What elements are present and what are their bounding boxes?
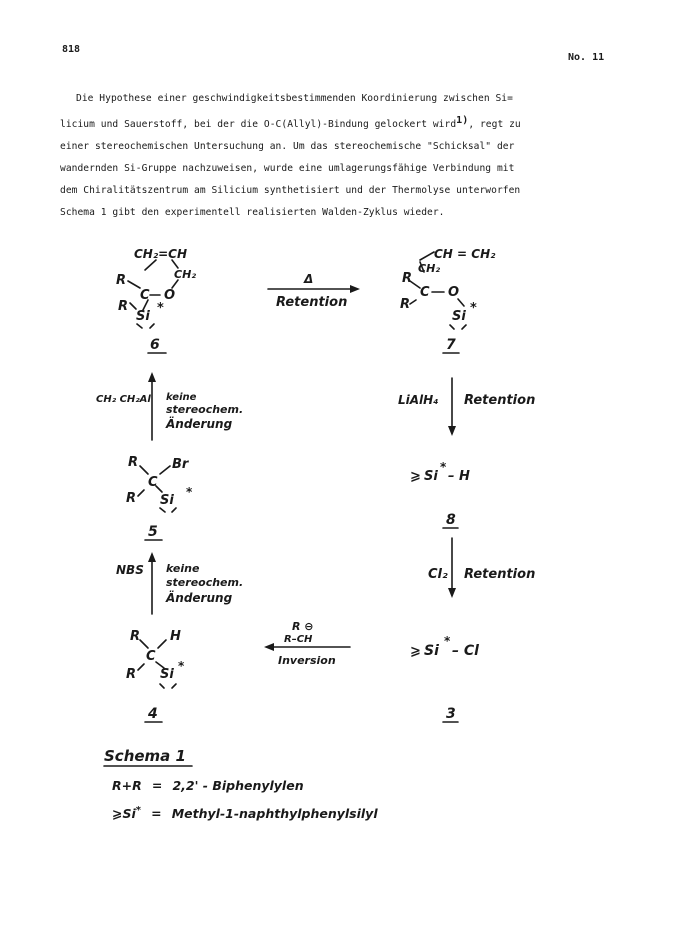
compound-4-star: * — [178, 659, 185, 673]
compound-7-ch2: CH₂ — [418, 262, 441, 275]
compound-4-r2: R — [126, 667, 137, 682]
compound-8-bracket: ⩾ — [410, 469, 421, 484]
compound-label-4: 4 — [148, 706, 158, 722]
compound-7-si: Si — [452, 309, 466, 324]
page-number: 818 — [62, 44, 81, 55]
body-line-5: dem Chiralitätszentrum am Silicium synthetisiert und der Thermolyse unterworfen — [60, 185, 521, 196]
arrowhead-3-to-4 — [264, 643, 274, 651]
legend-row-1 — [112, 778, 304, 793]
compound-5-br: Br — [172, 457, 189, 472]
compound-6-star: * — [157, 301, 164, 316]
legend-si-star: * — [135, 805, 142, 816]
legend-row-2 — [112, 805, 378, 821]
compound-label-7: 7 — [446, 337, 456, 353]
compound-5-si: Si — [160, 493, 174, 508]
compound-7-oxygen: O — [448, 285, 460, 300]
compound-4-r1: R — [130, 629, 141, 644]
arrow-8-3-retention: Retention — [464, 567, 536, 582]
compound-label-3: 3 — [446, 706, 456, 722]
compound-6-si: Si — [136, 309, 150, 324]
arrow-3-4-reagent-2: R–CH — [284, 634, 313, 645]
compound-3-cl: – Cl — [452, 643, 479, 659]
footnote-reference: 1) — [456, 115, 469, 126]
arrowhead-5-to-6 — [148, 372, 156, 382]
compound-8-star: * — [440, 460, 447, 474]
arrow-3-4-reagent-1: R ⊖ — [292, 620, 314, 633]
arrow-8-3-reagent: Cl₂ — [428, 567, 448, 582]
compound-4-si: Si — [160, 667, 174, 682]
legend-rr-label: R+R — [112, 778, 142, 793]
compound-6-ch2: CH₂ — [174, 268, 197, 281]
compound-label-5: 5 — [148, 524, 158, 540]
body-line-2a: licium und Sauerstoff, bei der die O-C(Allyl)-Bindung gelockert wird — [60, 119, 457, 130]
compound-6-vinyl: CH₂=CH — [134, 247, 188, 261]
legend-si-bracket: ⩾ — [112, 806, 123, 822]
compound-6-carbon: C — [140, 288, 150, 303]
arrow-6-7-retention: Retention — [276, 295, 348, 310]
body-line-4: wandernden Si-Gruppe nachzuweisen, wurde eine umlagerungsfähige Verbindung mit — [60, 163, 515, 174]
arrow-4-5-text-3: Änderung — [166, 591, 233, 605]
compound-5-star: * — [186, 485, 193, 499]
legend-si-value: Methyl-1-naphthylphenylsilyl — [171, 806, 378, 822]
compound-6-r1: R — [116, 273, 127, 288]
body-line-1: Die Hypothese einer geschwindigkeitsbestimmenden Koordinierung zwischen Si= — [76, 93, 513, 104]
issue-number: No. 11 — [568, 52, 605, 63]
body-line-6: Schema 1 gibt den experimentell realisierten Walden-Zyklus wieder. — [60, 207, 445, 218]
compound-8-h: – H — [448, 469, 470, 484]
arrow-4-5-text-1: keine — [166, 562, 200, 575]
arrowhead-4-to-5 — [148, 552, 156, 562]
compound-5-carbon: C — [148, 475, 158, 490]
arrow-5-6-text-2: stereochem. — [166, 403, 244, 416]
legend-rr-equals: = — [151, 778, 163, 793]
compound-7-r2: R — [400, 297, 411, 312]
scheme-title: Schema 1 — [104, 747, 186, 765]
compound-label-6: 6 — [150, 337, 160, 353]
arrow-5-6-reagent: CH₂ CH₂Al — [96, 394, 151, 405]
compound-3-si: Si — [424, 643, 439, 659]
arrow-4-5-text-2: stereochem. — [166, 576, 244, 589]
arrowhead-7-to-8 — [448, 426, 456, 436]
legend-si-label: Si — [122, 806, 136, 822]
arrow-7-8-reagent: LiAlH₄ — [398, 393, 439, 407]
arrow-4-5-reagent: NBS — [116, 563, 144, 577]
arrow-5-6-text-3: Änderung — [166, 417, 233, 431]
body-line-3: einer stereochemischen Untersuchung an. Um das stereochemische "Schicksal" der — [60, 141, 515, 152]
compound-5-r1: R — [128, 455, 139, 470]
arrow-5-6-text-1: keine — [166, 392, 197, 403]
compound-8-si: Si — [424, 469, 438, 484]
compound-3-bracket: ⩾ — [410, 644, 421, 659]
compound-7-carbon: C — [420, 285, 430, 300]
compound-6-oxygen: O — [164, 288, 176, 303]
compound-label-8: 8 — [446, 512, 456, 528]
arrowhead-6-to-7 — [350, 285, 360, 293]
compound-4-h: H — [170, 629, 181, 644]
arrow-3-4-inversion: Inversion — [278, 654, 336, 667]
compound-7-star: * — [470, 301, 477, 316]
body-line-2b: , regt zu — [468, 119, 521, 130]
compound-3-star: * — [444, 634, 451, 648]
legend-si-equals: = — [151, 806, 162, 822]
compound-6-r2: R — [118, 299, 129, 314]
compound-7-r1: R — [402, 271, 413, 286]
compound-7-vinyl: CH = CH₂ — [434, 247, 496, 261]
arrowhead-8-to-3 — [448, 588, 456, 598]
compound-5-r2: R — [126, 491, 137, 506]
compound-4-carbon: C — [146, 649, 156, 664]
arrow-6-7-heat: Δ — [304, 272, 314, 286]
arrow-7-8-retention: Retention — [464, 393, 536, 408]
legend-rr-value: 2,2' - Biphenylylen — [172, 778, 304, 793]
